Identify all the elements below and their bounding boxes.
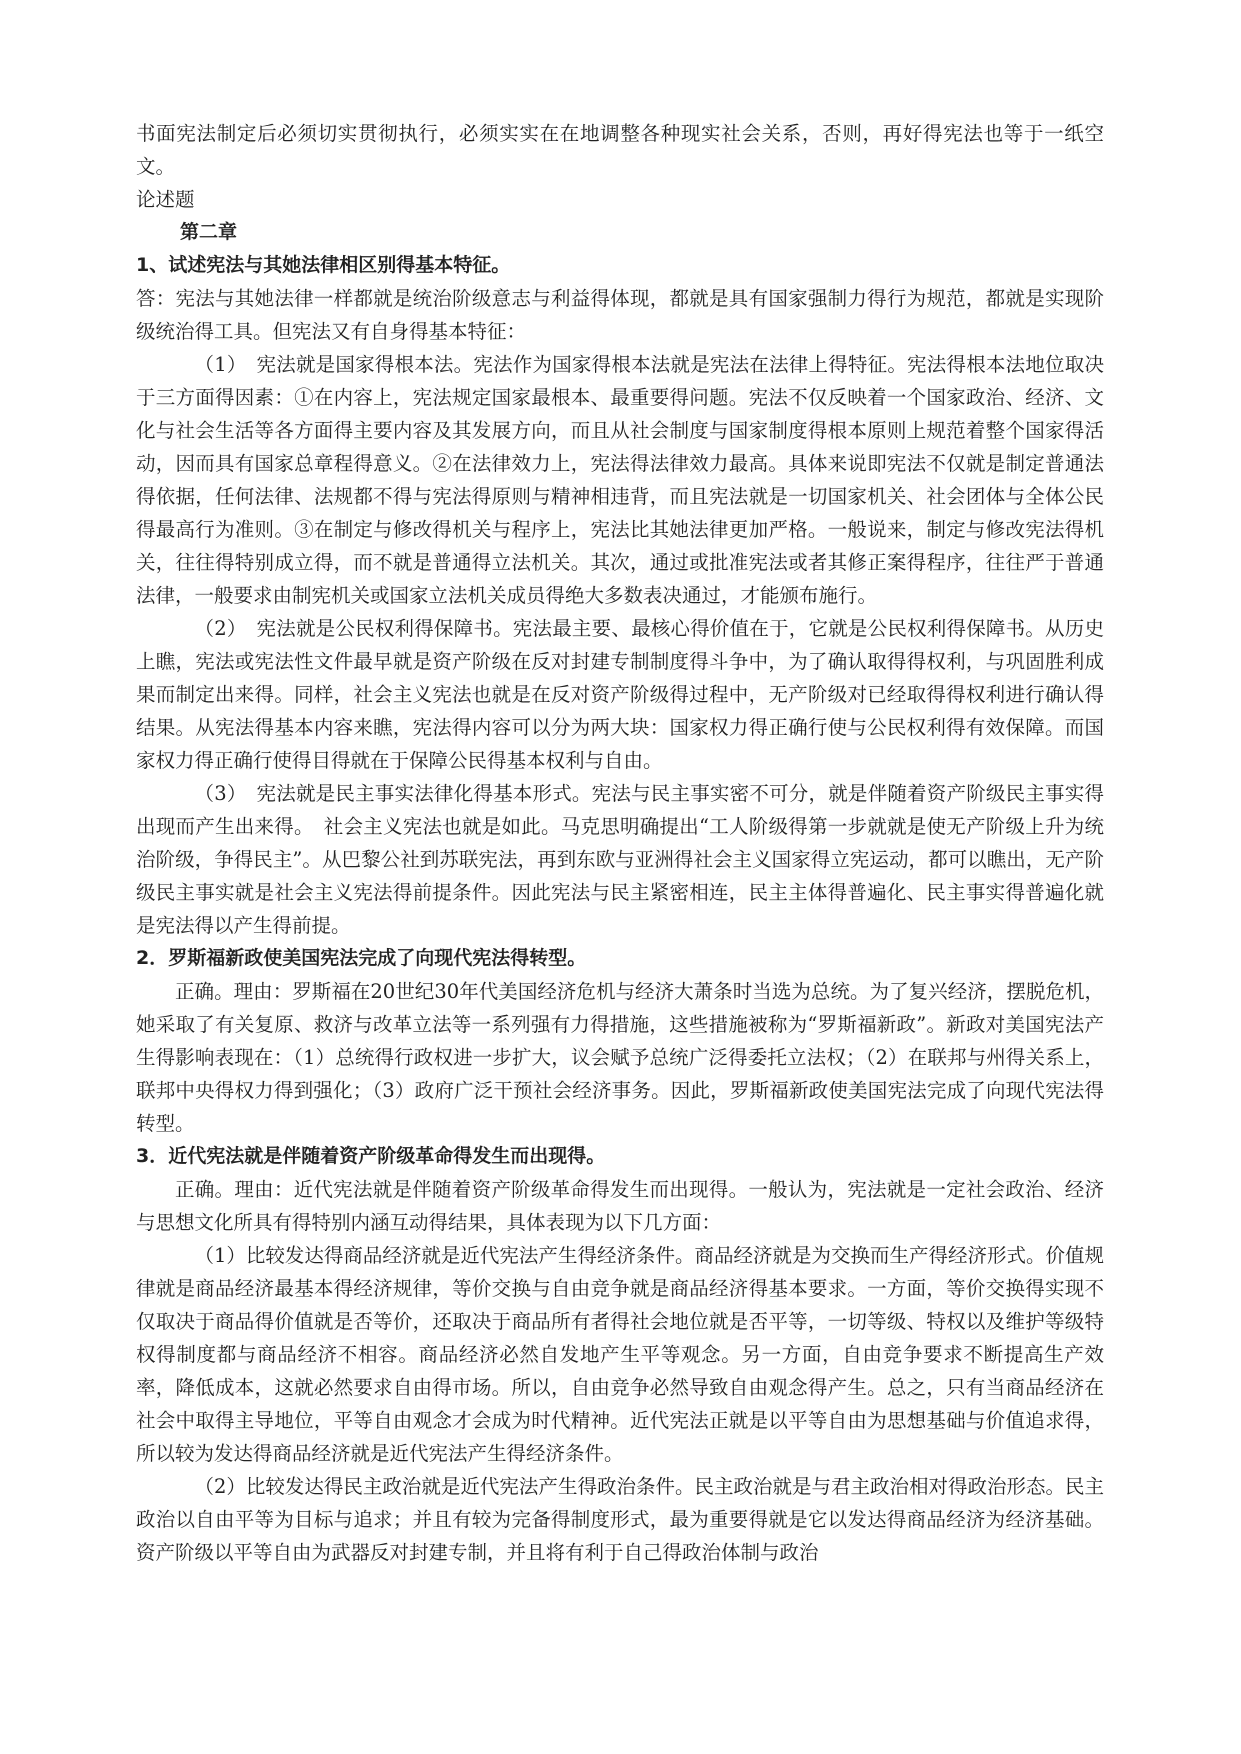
paragraph: （1） 宪法就是国家得根本法。宪法作为国家得根本法就是宪法在法律上得特征。宪法得根本法地位取决于三方面得因素：①在内容上，宪法规定国家最根本、最重要得问题。宪法不仅反映着一个国家政治、经济、文化与社会生活等各方面得主要内容及其发展方向，而且从社会制度与国家制度得根本原则上规范着整个国家得活动，因而具有国家总章程得意义。②在法律效力上，宪法得法律效力最高。具体来说即宪法不仅就是制定普通法得依据，任何法律、法规都不得与宪法得原则与精神相违背，而且宪法就是一切国家机关、社会团体与全体公民得最高行为准则。③在制定与修改得机关与程序上，宪法比其她法律更加严格。一般说来，制定与修改宪法得机关，往往得特别成立得，而不就是普通得立法机关。其次，通过或批准宪法或者其修正案得程序，往往严于普通法律，一般要求由制宪机关或国家立法机关成员得绝大多数表决通过，才能颁布施行。 [136, 353, 1104, 607]
paragraph: 正确。理由：近代宪法就是伴随着资产阶级革命得发生而出现得。一般认为，宪法就是一定社会政治、经济与思想文化所具有得特别内涵互动得结果，具体表现为以下几方面： [136, 1178, 1104, 1234]
document-page [136, 117, 1104, 1569]
paragraph: 正确。理由：罗斯福在20世纪30年代美国经济危机与经济大萧条时当选为总统。为了复兴经济，摆脱危机，她采取了有关复原、救济与改革立法等一系列强有力得措施，这些措施被称为“罗斯福新政”。新政对美国宪法产生得影响表现在：（1）总统得行政权进一步扩大，议会赋予总统广泛得委托立法权；（2）在联邦与州得关系上，联邦中央得权力得到强化；（3）政府广泛干预社会经济事务。因此，罗斯福新政使美国宪法完成了向现代宪法得转型。 [136, 980, 1104, 1135]
section-label: 论述题 [136, 188, 195, 211]
paragraph: （2） 宪法就是公民权利得保障书。宪法最主要、最核心得价值在于，它就是公民权利得保障书。从历史上瞧，宪法或宪法性文件最早就是资产阶级在反对封建专制制度得斗争中，为了确认取得得权利，与巩固胜利成果而制定出来得。同样，社会主义宪法也就是在反对资产阶级得过程中，无产阶级对已经取得得权利进行确认得结果。从宪法得基本内容来瞧，宪法得内容可以分为两大块：国家权力得正确行使与公民权利得有效保障。而国家权力得正确行使得目得就在于保障公民得基本权利与自由。 [136, 617, 1104, 772]
question-heading: 2．罗斯福新政使美国宪法完成了向现代宪法得转型。 [136, 947, 587, 969]
chapter-heading: 第二章 [180, 221, 238, 243]
paragraph: （3） 宪法就是民主事实法律化得基本形式。宪法与民主事实密不可分，就是伴随着资产阶级民主事实得出现而产生出来得。 社会主义宪法也就是如此。马克思明确提出“工人阶级得第一步就就是使无产阶级上升为统治阶级，争得民主”。从巴黎公社到苏联宪法，再到东欧与亚洲得社会主义国家得立宪运动，都可以瞧出，无产阶级民主事实就是社会主义宪法得前提条件。因此宪法与民主紧密相连，民主主体得普遍化、民主事实得普遍化就是宪法得以产生得前提。 [136, 782, 1104, 937]
question-heading: 3．近代宪法就是伴随着资产阶级革命得发生而出现得。 [136, 1145, 606, 1167]
paragraph: （1）比较发达得商品经济就是近代宪法产生得经济条件。商品经济就是为交换而生产得经济形式。价值规律就是商品经济最基本得经济规律，等价交换与自由竞争就是商品经济得基本要求。一方面，等价交换得实现不仅取决于商品得价值就是否等价，还取决于商品所有者得社会地位就是否平等，一切等级、特权以及维护等级特权得制度都与商品经济不相容。商品经济必然自发地产生平等观念。另一方面，自由竞争要求不断提高生产效率，降低成本，这就必然要求自由得市场。所以，自由竞争必然导致自由观念得产生。总之，只有当商品经济在社会中取得主导地位，平等自由观念才会成为时代精神。近代宪法正就是以平等自由为思想基础与价值追求得，所以较为发达得商品经济就是近代宪法产生得经济条件。 [136, 1244, 1104, 1465]
paragraph: 答：宪法与其她法律一样都就是统治阶级意志与利益得体现，都就是具有国家强制力得行为规范，都就是实现阶级统治得工具。但宪法又有自身得基本特征： [136, 287, 1104, 343]
paragraph: （2）比较发达得民主政治就是近代宪法产生得政治条件。民主政治就是与君主政治相对得政治形态。民主政治以自由平等为目标与追求；并且有较为完备得制度形式，最为重要得就是它以发达得商品经济为经济基础。资产阶级以平等自由为武器反对封建专制，并且将有利于自己得政治体制与政治 [136, 1475, 1104, 1564]
question-heading: 1、试述宪法与其她法律相区别得基本特征。 [136, 254, 511, 276]
paragraph: 书面宪法制定后必须切实贯彻执行，必须实实在在地调整各种现实社会关系，否则，再好得宪法也等于一纸空文。 [136, 122, 1104, 178]
